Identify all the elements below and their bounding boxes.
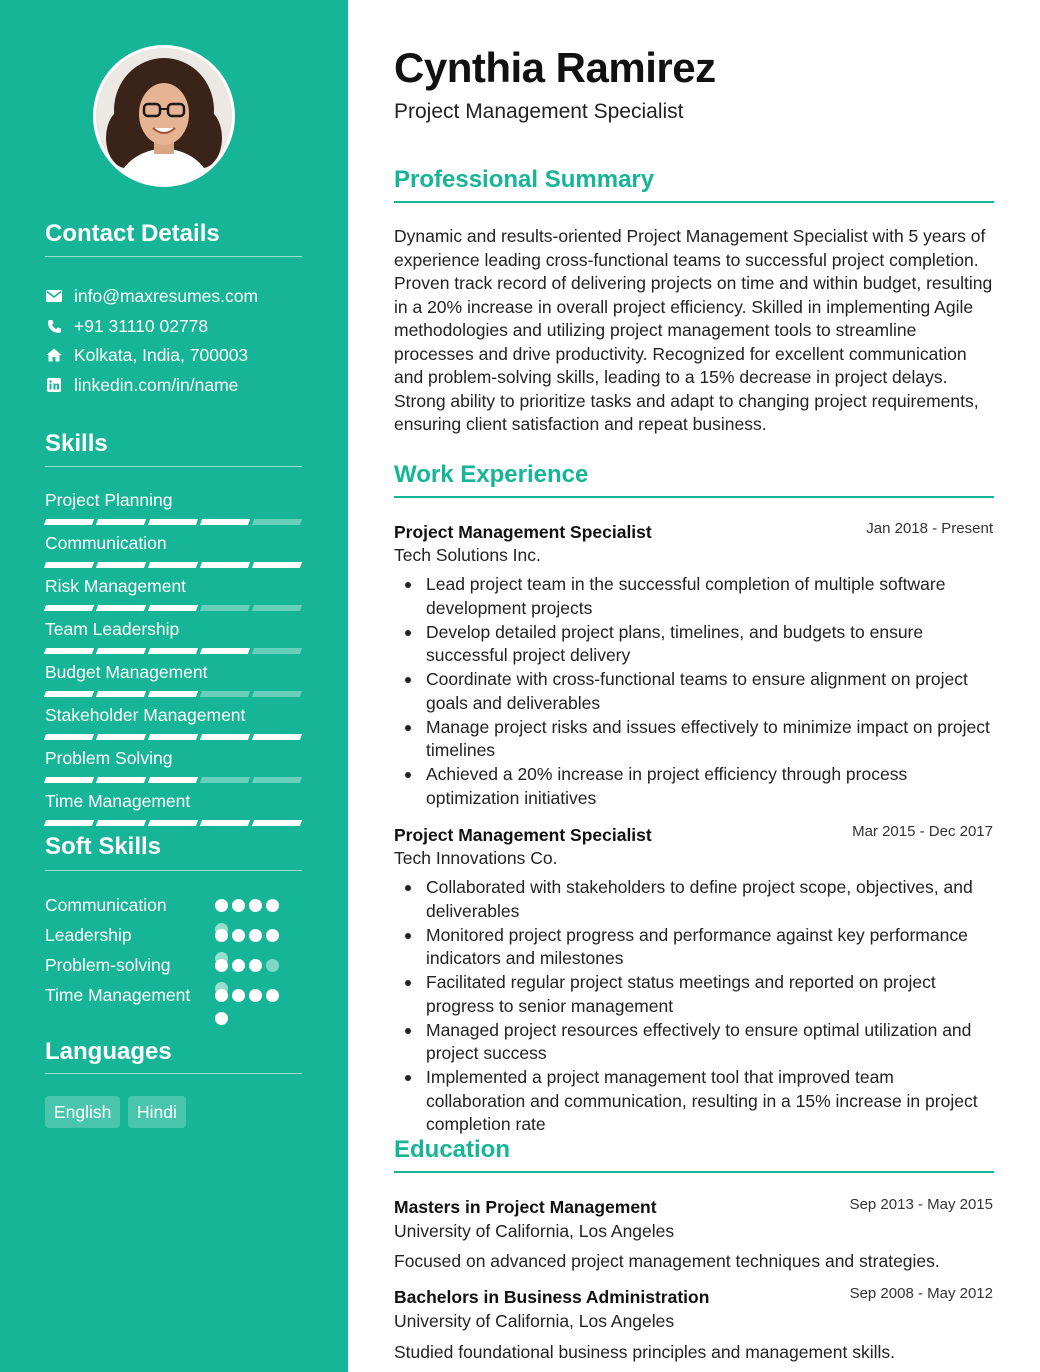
contact-linkedin-text: linkedin.com/in/name [74,374,239,395]
school-name: University of California, Los Angeles [394,1221,675,1241]
skill-level-segment-filled [44,519,94,525]
skill-level-bar [45,820,301,826]
skill-level-segment-empty [252,605,302,611]
list-item: Collaborated with stakeholders to define project scope, objectives, and deliverables [426,876,996,923]
list-item: Implemented a project management tool that improved team collaboration and communication, resulting in a 15% increase in project completion rate [426,1066,996,1137]
soft-skills-section-title: Soft Skills [45,833,162,860]
soft-skill-name: Communication [45,895,167,915]
rating-dot-filled [249,899,262,912]
experience-section-title: Work Experience [394,461,589,488]
language-tag-english: English [45,1096,120,1128]
avatar [93,45,235,187]
skill-name: Stakeholder Management [45,705,246,725]
skill-level-segment-filled [96,605,146,611]
rating-dot-filled [266,989,279,1002]
skill-level-segment-filled [148,519,198,525]
rating-dot-filled [232,989,245,1002]
list-item: Monitored project progress and performance against key performance indicators and milestones [426,924,996,971]
candidate-role: Project Management Specialist [394,100,684,123]
education-dates: Sep 2013 - May 2015 [849,1196,993,1213]
skill-level-segment-filled [148,820,198,826]
skill-level-segment-empty [252,691,302,697]
skill-level-segment-filled [200,519,250,525]
skill-name: Budget Management [45,662,208,682]
divider [45,466,302,467]
rating-dot-filled [232,929,245,942]
summary-text: Dynamic and results-oriented Project Management Specialist with 5 years of experience leading cross-functional teams to successful project completion. Proven track record of delivering projects on time and within budget, resulting in a 20% increase in overall project efficiency. Skilled in implementing Agile methodologies and utilizing project management tools to streamline processes and drive productivity. Recognized for excellent communication and problem-solving skills, leading to a 15% decrease in project delays. Strong ability to prioritize tasks and adapt to changing project requirements, ensuring client satisfaction and repeat business. [394,226,993,434]
divider [45,256,302,257]
rating-dot-ghost [215,952,228,965]
rating-dot-filled [232,959,245,972]
skill-level-segment-filled [44,820,94,826]
skill-level-segment-empty [200,605,250,611]
skill-level-bar [45,605,301,611]
skill-level-segment-filled [44,605,94,611]
list-item: Develop detailed project plans, timelines, and budgets to ensure successful project delivery [426,621,996,668]
rating-dot-empty [266,959,279,972]
skill-level-segment-filled [200,820,250,826]
sidebar [0,0,348,1372]
soft-skill-name: Leadership [45,925,132,945]
job-company: Tech Solutions Inc. [394,545,541,565]
skill-level-segment-empty [200,777,250,783]
skill-level-segment-filled [148,562,198,568]
contact-email-text: info@maxresumes.com [74,285,259,306]
skill-name: Time Management [45,791,191,811]
rating-dot-filled [249,989,262,1002]
degree-title: Bachelors in Business Administration [394,1287,710,1307]
education-description: Studied foundational business principles and management skills. [394,1342,895,1362]
job-dates: Jan 2018 - Present [866,520,993,537]
skill-level-segment-filled [200,648,250,654]
contact-address-text: Kolkata, India, 700003 [74,344,249,365]
candidate-name: Cynthia Ramirez [394,44,716,91]
contact-phone-text: +91 31110 02778 [74,315,209,336]
rating-dot-filled [215,899,228,912]
skill-level-bar [45,734,301,740]
skill-level-segment-filled [96,648,146,654]
skills-section-title: Skills [45,430,108,457]
skill-name: Communication [45,533,167,553]
rating-dot-filled [249,929,262,942]
divider [394,201,994,203]
education-dates: Sep 2008 - May 2012 [849,1285,993,1302]
rating-dot [215,1012,228,1025]
skill-name: Team Leadership [45,619,180,639]
job-dates: Mar 2015 - Dec 2017 [852,823,993,840]
skill-level-bar [45,562,301,568]
language-tag-hindi: Hindi [128,1096,186,1128]
rating-dot-filled [232,899,245,912]
skill-level-bar [45,777,301,783]
skill-level-segment-filled [148,734,198,740]
list-item: Coordinate with cross-functional teams to ensure alignment on project goals and deliverables [426,668,996,715]
skill-level-segment-empty [200,691,250,697]
education-description: Focused on advanced project management techniques and strategies. [394,1251,940,1271]
divider [394,496,994,498]
skill-level-segment-filled [44,777,94,783]
divider [45,1073,302,1074]
rating-dot-filled [249,959,262,972]
contact-linkedin[interactable] [45,374,238,396]
skill-level-segment-filled [44,562,94,568]
list-item: Lead project team in the successful completion of multiple software development projects [426,573,996,620]
skill-name: Problem Solving [45,748,173,768]
degree-title: Masters in Project Management [394,1197,657,1217]
home-icon [45,347,63,363]
education-section-title: Education [394,1136,511,1163]
skill-level-segment-filled [44,648,94,654]
skill-level-segment-filled [148,605,198,611]
divider [45,870,302,871]
skill-level-segment-filled [252,562,302,568]
skill-level-segment-filled [252,820,302,826]
contact-phone[interactable] [45,315,208,337]
skill-level-segment-filled [96,562,146,568]
job-company: Tech Innovations Co. [394,848,558,868]
list-item: Manage project risks and issues effectively to minimize impact on project timelines [426,716,996,763]
skill-level-segment-filled [96,777,146,783]
soft-skill-name: Problem-solving [45,955,171,975]
job-title: Project Management Specialist [394,522,652,542]
list-item: Facilitated regular project status meetings and reported on project progress to senior management [426,971,996,1018]
skill-level-segment-filled [148,777,198,783]
rating-dot-ghost [215,923,228,936]
soft-skill-rating [215,899,279,912]
skill-level-bar [45,691,301,697]
contact-address [45,344,248,366]
school-name: University of California, Los Angeles [394,1311,675,1331]
linkedin-icon [45,377,63,393]
skill-level-segment-filled [44,691,94,697]
skill-level-segment-filled [44,734,94,740]
skill-name: Risk Management [45,576,187,596]
skill-level-segment-empty [252,777,302,783]
skill-level-segment-filled [200,562,250,568]
job-bullets [426,573,996,811]
languages-section-title: Languages [45,1038,172,1065]
skill-level-bar [45,519,301,525]
divider [394,1171,994,1173]
skill-level-segment-filled [148,648,198,654]
skill-name: Project Planning [45,490,173,510]
phone-icon [45,318,63,334]
skill-level-bar [45,648,301,654]
skill-level-segment-empty [252,519,302,525]
skill-level-segment-filled [96,519,146,525]
list-item: Managed project resources effectively to ensure optimal utilization and project success [426,1019,996,1066]
envelope-icon [45,288,63,304]
rating-dot-ghost [215,982,228,995]
soft-skill-name: Time Management [45,985,191,1005]
summary-section-title: Professional Summary [394,166,655,193]
job-title: Project Management Specialist [394,825,652,845]
skill-level-segment-empty [252,648,302,654]
contact-section-title: Contact Details [45,220,220,247]
job-bullets [426,876,996,1137]
profile-photo [96,48,232,184]
skill-level-segment-filled [148,691,198,697]
rating-dot-filled [266,929,279,942]
skill-level-segment-filled [96,820,146,826]
skill-level-segment-filled [96,691,146,697]
skill-level-segment-filled [252,734,302,740]
skill-level-segment-filled [200,734,250,740]
rating-dot-filled [266,899,279,912]
list-item: Achieved a 20% increase in project efficiency through process optimization initiatives [426,763,996,810]
skill-level-segment-filled [96,734,146,740]
contact-email[interactable] [45,285,258,307]
